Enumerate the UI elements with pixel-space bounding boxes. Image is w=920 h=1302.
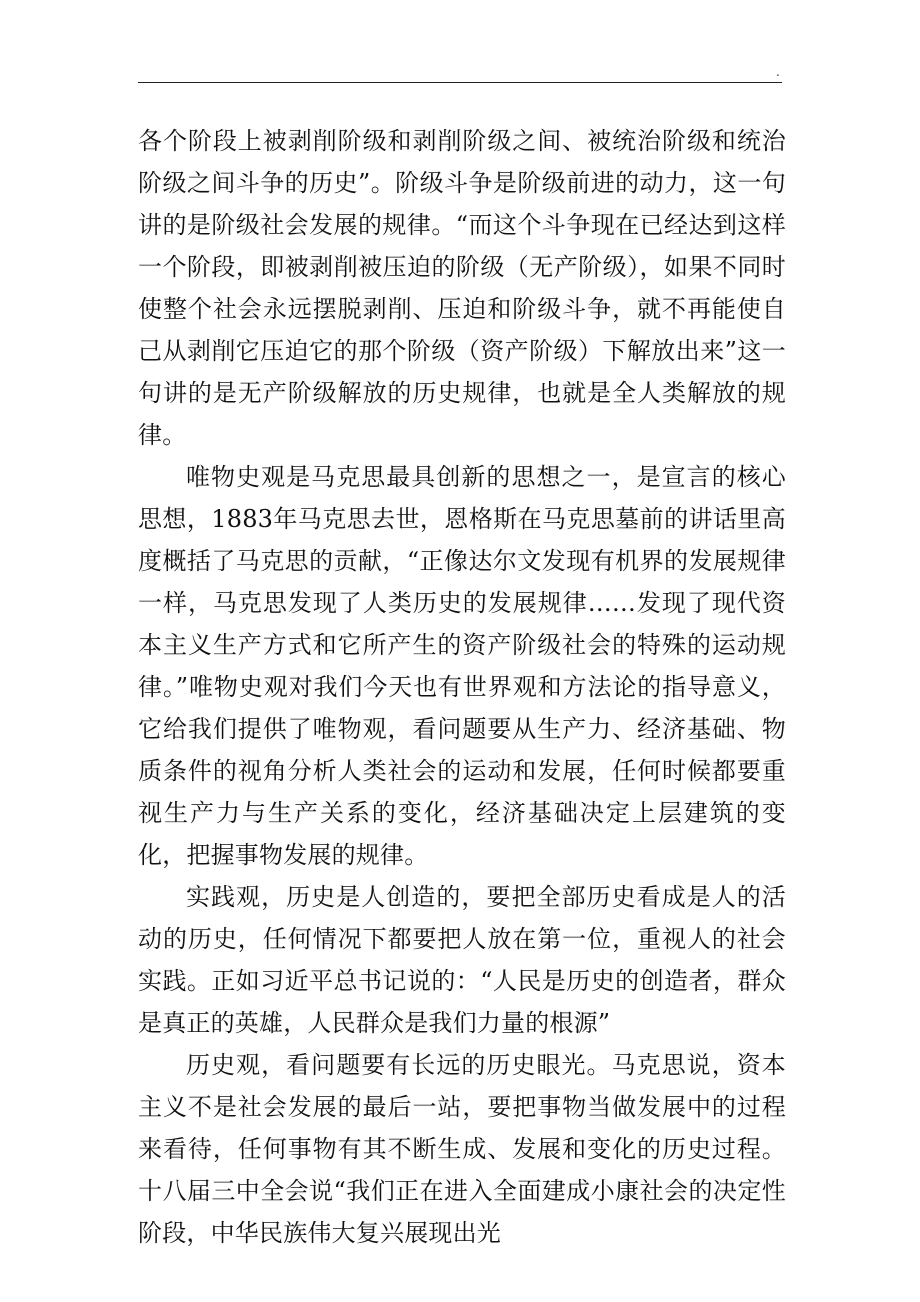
document-body <box>138 120 786 1254</box>
paragraph-class-struggle: 各个阶段上被剥削阶级和剥削阶级之间、被统治阶级和统治阶级之间斗争的历史”。阶级斗争是阶级前进的动力，这一句讲的是阶级社会发展的规律。“而这个斗争现在已经达到这样一个阶段，即被剥削被压迫的阶级（无产阶级），如果不同时使整个社会永远摆脱剥削、压迫和阶级斗争，就不再能使自己从剥削它压迫它的那个阶级（资产阶级）下解放出来”这一句讲的是无产阶级解放的历史规律，也就是全人类解放的规律。 <box>138 127 786 449</box>
paragraph-practice-view: 实践观，历史是人创造的，要把全部历史看成是人的活动的历史，任何情况下都要把人放在第一位，重视人的社会实践。正如习近平总书记说的：“人民是历史的创造者，群众是真正的英雄，人民群众是我们力量的根源” <box>138 883 786 1037</box>
header-dot: . <box>776 65 780 79</box>
header-rule <box>138 82 782 83</box>
paragraph-history-view: 历史观，看问题要有长远的历史眼光。马克思说，资本主义不是社会发展的最后一站，要把事物当做发展中的过程来看待，任何事物有其不断生成、发展和变化的历史过程。十八届三中全会说“我们正在进入全面建成小康社会的决定性阶段，中华民族伟大复兴展现出光 <box>138 1051 786 1247</box>
paragraph-historical-materialism: 唯物史观是马克思最具创新的思想之一，是宣言的核心思想，1883年马克思去世，恩格斯在马克思墓前的讲话里高度概括了马克思的贡献，“正像达尔文发现有机界的发展规律一样，马克思发现了人类历史的发展规律……发现了现代资本主义生产方式和它所产生的资产阶级社会的特殊的运动规律。”唯物史观对我们今天也有世界观和方法论的指导意义，它给我们提供了唯物观，看问题要从生产力、经济基础、物质条件的视角分析人类社会的运动和发展，任何时候都要重视生产力与生产关系的变化，经济基础决定上层建筑的变化，把握事物发展的规律。 <box>138 463 786 869</box>
